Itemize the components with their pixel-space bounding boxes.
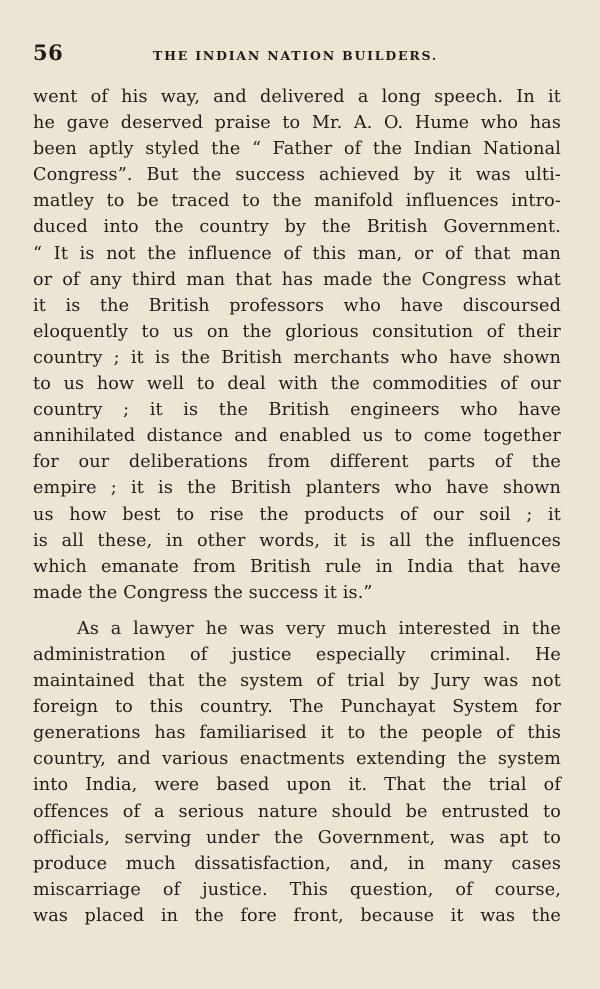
text-line: was placed in the fore front, because it was the bbox=[33, 905, 561, 926]
text-line: went of his way, and delivered a long speech. In it bbox=[33, 87, 561, 107]
text-line: As a lawyer he was very much interested in the bbox=[77, 618, 561, 639]
text-line: country ; it is the British merchants who have shown bbox=[33, 347, 561, 368]
page-number: 56 bbox=[33, 40, 64, 65]
text-line: country ; it is the British engineers who have bbox=[33, 400, 561, 421]
text-line: offences of a serious nature should be entrusted to bbox=[33, 801, 561, 822]
text-line: annihilated distance and enabled us to come together bbox=[33, 426, 561, 447]
text-line: made the Congress the success it is.” bbox=[33, 582, 373, 603]
running-head: THE INDIAN NATION BUILDERS. bbox=[153, 48, 439, 63]
page-header bbox=[33, 40, 569, 70]
text-line: or of any third man that has made the Congress what bbox=[33, 269, 561, 290]
text-line: generations has familiarised it to the people of this bbox=[33, 723, 561, 744]
text-line: us how best to rise the products of our soil ; it bbox=[33, 504, 561, 525]
text-line: officials, serving under the Government, was apt to bbox=[33, 827, 561, 848]
text-line: been aptly styled the “ Father of the Indian National bbox=[33, 139, 561, 160]
text-line: duced into the country by the British Government. bbox=[33, 217, 561, 238]
text-line: miscarriage of justice. This question, of course, bbox=[33, 879, 561, 900]
text-line: empire ; it is the British planters who have shown bbox=[33, 478, 561, 499]
text-line: it is the British professors who have discoursed bbox=[33, 295, 561, 316]
text-line: Congress”. But the success achieved by it was ulti- bbox=[33, 165, 561, 186]
text-line: to us how well to deal with the commodities of our bbox=[33, 374, 561, 395]
text-line: he gave deserved praise to Mr. A. O. Hume who has bbox=[33, 113, 561, 134]
body-text bbox=[33, 84, 561, 929]
text-line: eloquently to us on the glorious consitution of their bbox=[33, 321, 561, 342]
paragraph-gap bbox=[33, 606, 561, 616]
text-line: country, and various enactments extending the system bbox=[33, 749, 561, 770]
text-line: maintained that the system of trial by Jury was not bbox=[33, 671, 561, 692]
text-line: administration of justice especially criminal. He bbox=[33, 644, 561, 665]
paragraph bbox=[33, 616, 561, 929]
paragraph bbox=[33, 84, 561, 606]
text-line: into India, were based upon it. That the trial of bbox=[33, 775, 561, 796]
text-line: is all these, in other words, it is all the influences bbox=[33, 530, 561, 551]
text-line: for our deliberations from different parts of the bbox=[33, 452, 561, 473]
text-line: produce much dissatisfaction, and, in many cases bbox=[33, 853, 561, 874]
text-line: matley to be traced to the manifold influences intro- bbox=[33, 191, 561, 212]
text-line: “ It is not the influence of this man, or of that man bbox=[33, 243, 561, 264]
text-line: foreign to this country. The Punchayat System for bbox=[33, 697, 561, 718]
text-line: which emanate from British rule in India that have bbox=[33, 556, 561, 577]
